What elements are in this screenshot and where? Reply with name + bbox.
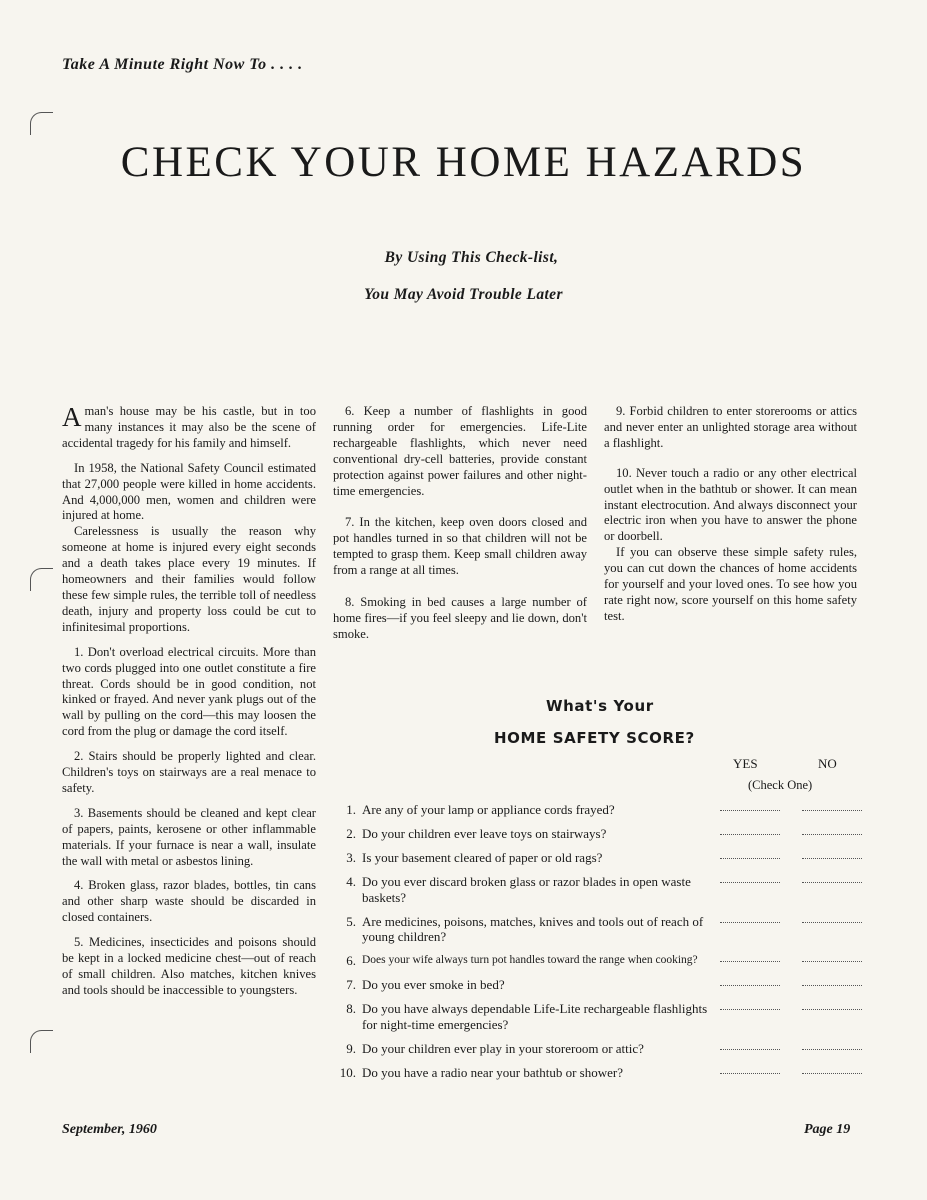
paragraph: Carelessness is usually the reason why someone at home is injured every eight seconds and a death takes place every 19 minutes. If homeowners and their families would follow these few simple rules, the terrible toll of needless death, injury and property loss could be cut to infinitesimal proportions. [62, 524, 316, 634]
rule-paragraph: 1. Don't overload electrical circuits. More than two cords plugged into one outlet constitute a fire threat. Cords should be in good condition, not kinked or frayed. And never yank plugs out of the wall by pulling on the cord—this may loosen the cord from the plug or damage the cord itself. [62, 644, 316, 739]
quiz-question: 7. Do you ever smoke in bed? [332, 977, 862, 993]
binder-hole-mark [30, 568, 53, 591]
no-answer-blank[interactable] [802, 802, 862, 811]
rule-paragraph: 6. Keep a number of flashlights in good running order for emergencies. Life-Lite rechargeable flashlights, which never need conventional dry-cell batteries, provide constant protection against power failures and other night-time emergencies. [333, 404, 587, 498]
subtitle-line-2: You May Avoid Trouble Later [364, 286, 563, 303]
no-column-label: NO [818, 756, 837, 771]
article-column-1 [62, 404, 316, 1008]
closing-paragraph: If you can observe these simple safety rules, you can cut down the chances of home accidents for yourself and your loved ones. To see how you rate right now, score yourself on this home safety test. [604, 545, 857, 623]
article-column-3 [604, 404, 857, 634]
yes-answer-blank[interactable] [720, 1065, 780, 1074]
footer-date: September, 1960 [62, 1122, 157, 1137]
rule-paragraph: 9. Forbid children to enter storerooms or attics and never enter an unlighted storage area without a flashlight. [604, 404, 857, 450]
rule-paragraph: 2. Stairs should be properly lighted and clear. Children's toys on stairways are a real menace to safety. [62, 749, 316, 795]
article-column-2 [333, 404, 587, 652]
binder-hole-mark [30, 112, 53, 135]
yes-answer-blank[interactable] [720, 914, 780, 923]
quiz-heading-1: What's Your [546, 697, 654, 715]
quiz-question: 9. Do your children ever play in your storeroom or attic? [332, 1041, 862, 1057]
rule-paragraph: 7. In the kitchen, keep oven doors closed and pot handles turned in so that children will not be tempted to grasp them. Keep small children away from a range at all times. [333, 515, 587, 578]
no-answer-blank[interactable] [802, 977, 862, 986]
subtitle-line-1: By Using This Check-list, [384, 249, 559, 266]
quiz-question: 1. Are any of your lamp or appliance cords frayed? [332, 802, 862, 818]
quiz-question: 6. Does your wife always turn pot handles toward the range when cooking? [332, 953, 862, 969]
binder-hole-mark [30, 1030, 53, 1053]
intro-paragraph: Aman's house may be his castle, but in too many instances it may also be the scene of accidental tragedy for his family and himself. [62, 402, 316, 450]
paragraph: In 1958, the National Safety Council estimated that 27,000 people were killed in home accidents. And 4,000,000 men, women and children were injured at home. [62, 460, 316, 523]
quiz-question: 2. Do your children ever leave toys on stairways? [332, 826, 862, 842]
quiz-heading-2: HOME SAFETY SCORE? [494, 729, 695, 747]
no-answer-blank[interactable] [802, 914, 862, 923]
check-one-label: (Check One) [748, 778, 813, 792]
no-answer-blank[interactable] [802, 1041, 862, 1050]
no-answer-blank[interactable] [802, 826, 862, 835]
no-answer-blank[interactable] [802, 953, 862, 962]
no-answer-blank[interactable] [802, 850, 862, 859]
rule-paragraph: 4. Broken glass, razor blades, bottles, tin cans and other sharp waste should be discarded in closed containers. [62, 878, 316, 925]
quiz-question: 10. Do you have a radio near your bathtub or shower? [332, 1065, 862, 1081]
footer-page-number: Page 19 [804, 1122, 851, 1137]
yes-answer-blank[interactable] [720, 1041, 780, 1050]
yes-answer-blank[interactable] [720, 874, 780, 883]
drop-cap: A [62, 402, 82, 432]
yes-answer-blank[interactable] [720, 953, 780, 962]
quiz-question: 5. Are medicines, poisons, matches, knives and tools out of reach of young children? [332, 914, 862, 945]
quiz-question-list [332, 802, 862, 1089]
yes-answer-blank[interactable] [720, 1001, 780, 1010]
kicker-line: Take A Minute Right Now To . . . . [62, 56, 303, 73]
rule-paragraph: 5. Medicines, insecticides and poisons should be kept in a locked medicine chest—out of reach of small children. Also matches, kitchen knives and tools should be inaccessible to youngsters. [62, 935, 316, 997]
yes-answer-blank[interactable] [720, 850, 780, 859]
page-title: CHECK YOUR HOME HAZARDS [120, 139, 807, 186]
quiz-question: 4. Do you ever discard broken glass or razor blades in open waste baskets? [332, 874, 862, 905]
no-answer-blank[interactable] [802, 1065, 862, 1074]
quiz-question: 8. Do you have always dependable Life-Lite rechargeable flashlights for night-time emergencies? [332, 1001, 862, 1032]
yes-answer-blank[interactable] [720, 826, 780, 835]
yes-answer-blank[interactable] [720, 977, 780, 986]
rule-paragraph: 8. Smoking in bed causes a large number of home fires—if you feel sleepy and lie down, don't smoke. [333, 595, 587, 641]
rule-paragraph: 10. Never touch a radio or any other electrical outlet when in the bathtub or shower. It can mean instant electrocution. And always disconnect your electric iron when you have to answer the phone or doorbell. [604, 465, 857, 544]
yes-answer-blank[interactable] [720, 802, 780, 811]
rule-paragraph: 3. Basements should be cleaned and kept clear of papers, paints, kerosene or other inflammable materials. If your furnace is near a wall, insulate the wall with metal or asbestos lining. [62, 805, 316, 868]
no-answer-blank[interactable] [802, 1001, 862, 1010]
no-answer-blank[interactable] [802, 874, 862, 883]
quiz-question: 3. Is your basement cleared of paper or old rags? [332, 850, 862, 866]
yes-column-label: YES [733, 756, 758, 771]
